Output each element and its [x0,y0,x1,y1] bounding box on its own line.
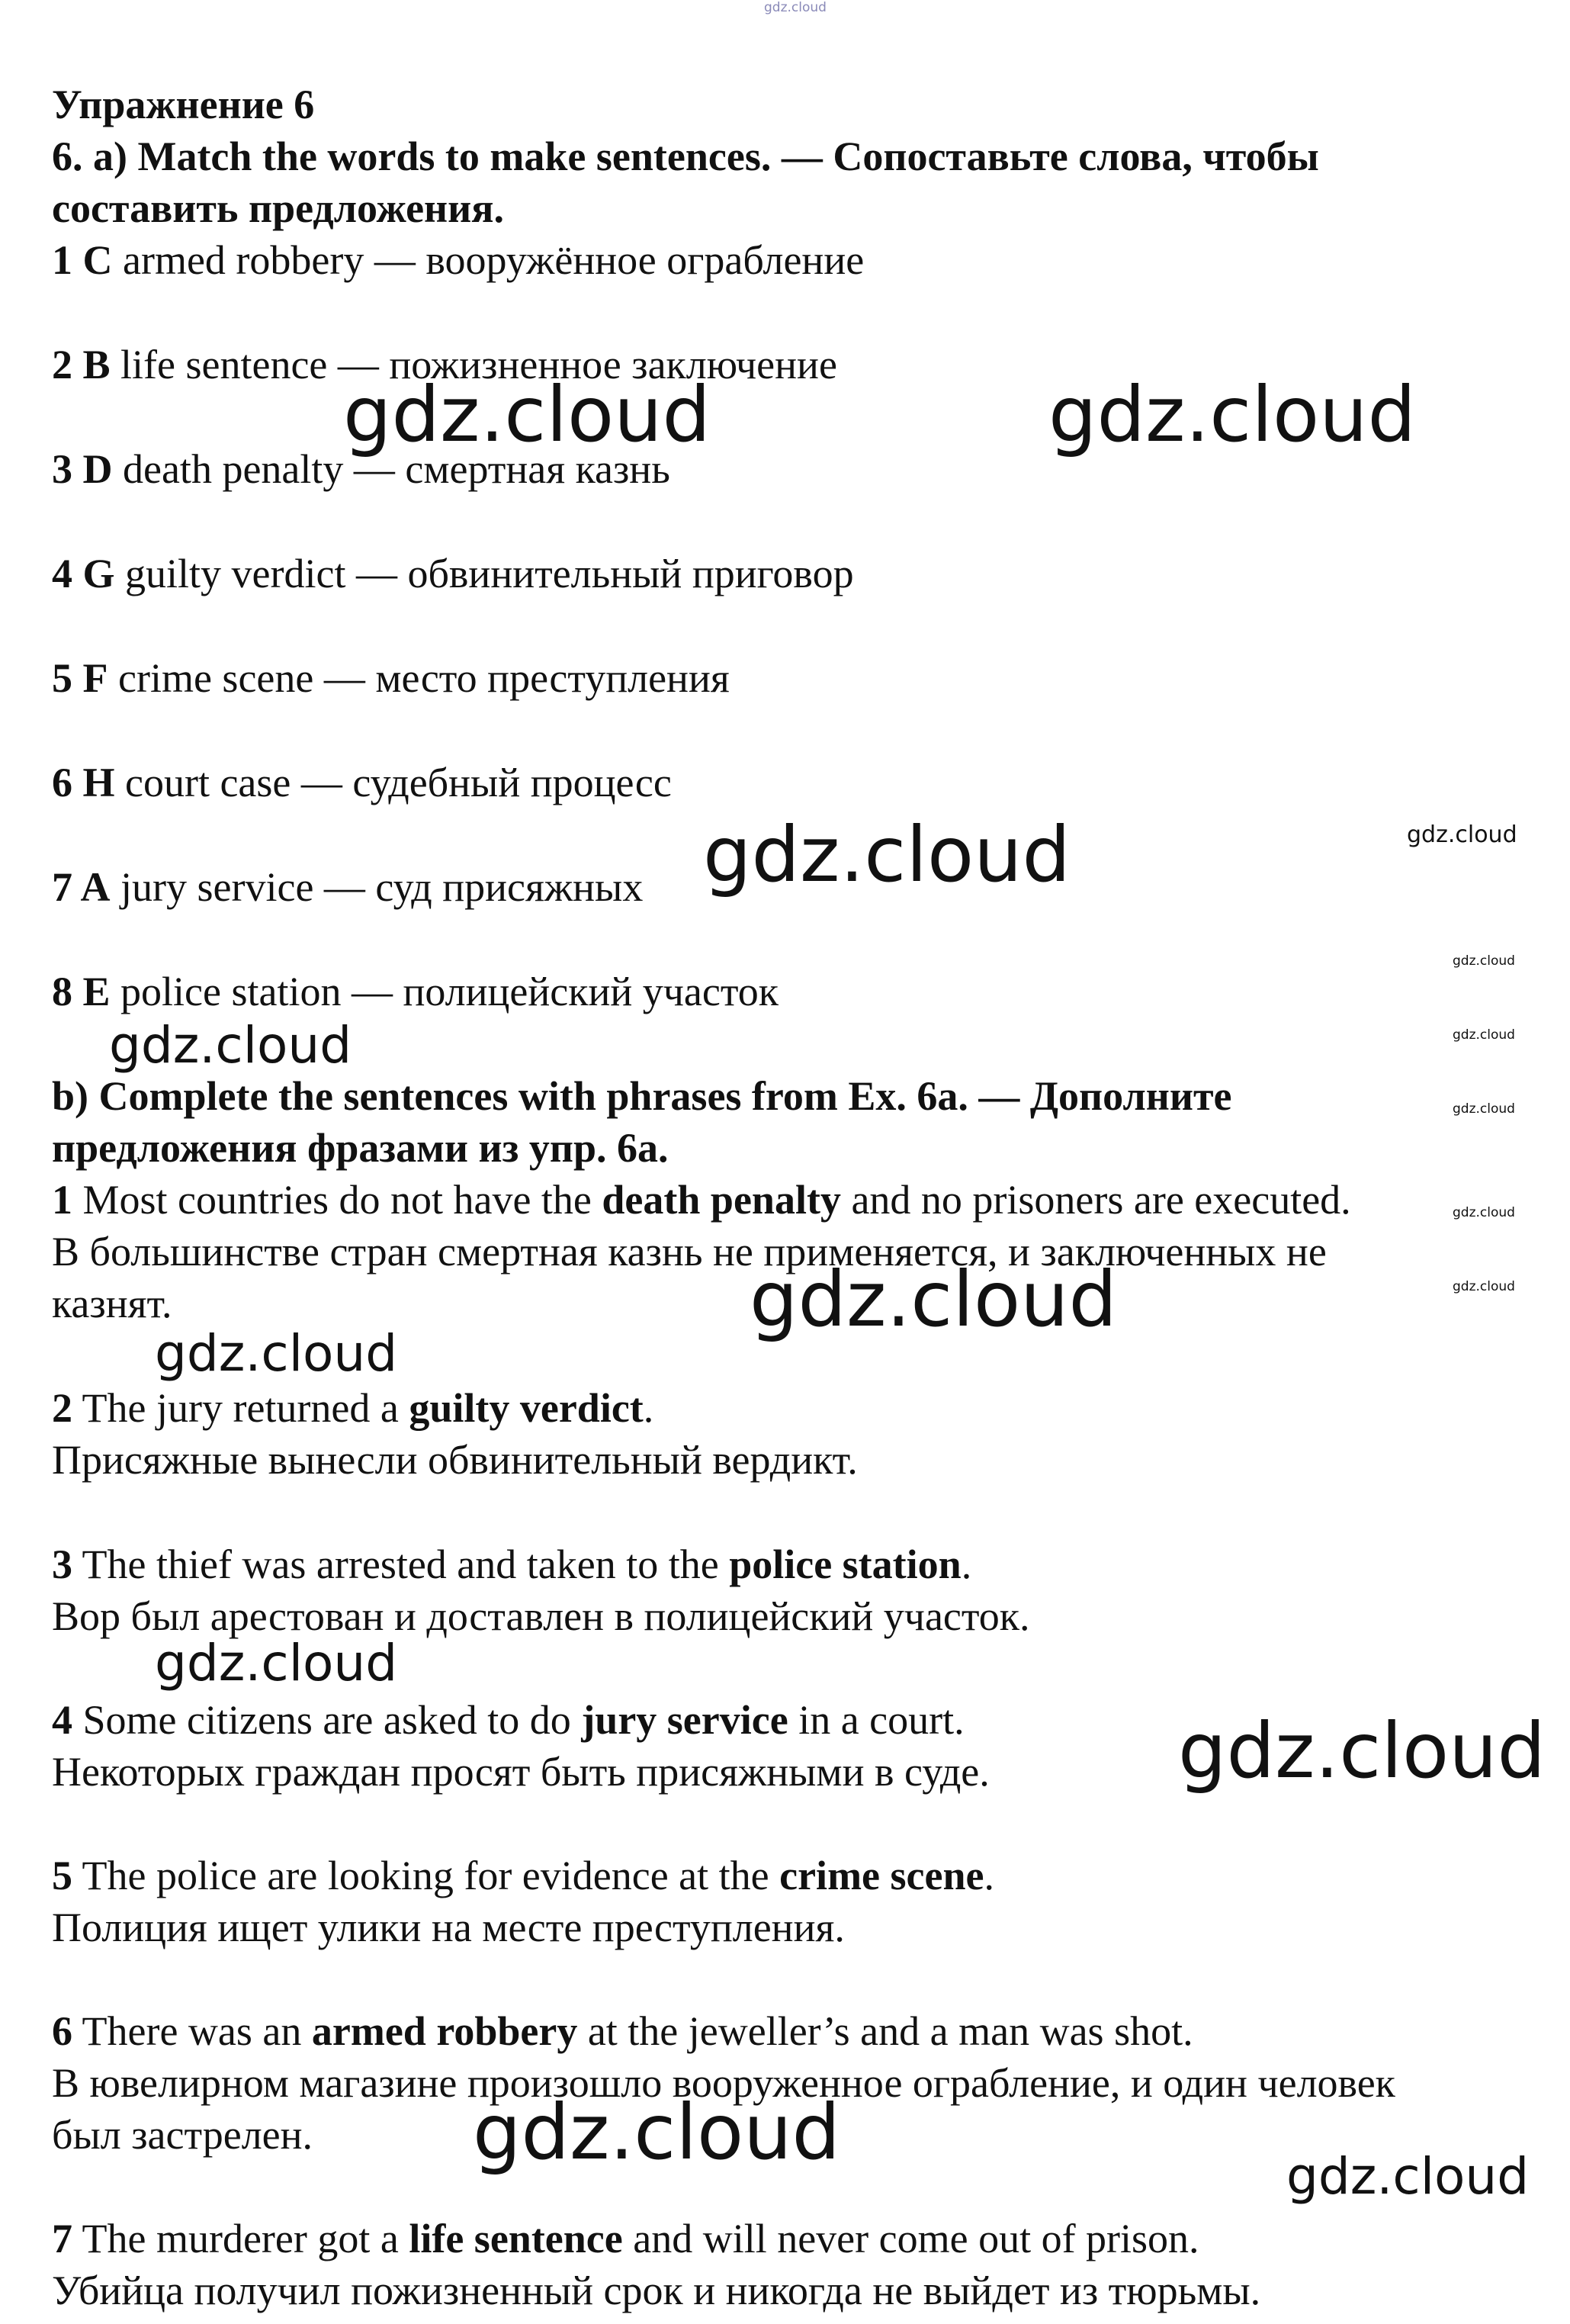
sentence-number: 1 [52,1177,72,1223]
watermark: gdz.cloud [1048,370,1417,459]
sentence-text: . [984,1853,994,1898]
watermark: gdz.cloud [1453,1279,1515,1294]
sentence-number: 3 [52,1541,72,1587]
sentence-ru: Убийца получил пожизненный срок и никогда не выйдет из тюрьмы. [52,2268,1261,2313]
match-item-text: guilty verdict — обвинительный приговор [114,551,854,596]
match-item-key: 6 H [52,760,115,805]
match-item-key: 7 A [52,864,111,910]
sentence-number: 4 [52,1697,72,1743]
sentence-text: in a court. [788,1697,965,1743]
match-item-text: crime scene — место преступления [108,655,730,701]
match-item-key: 1 C [52,237,113,283]
watermark: gdz.cloud [1453,953,1515,969]
match-item-key: 4 G [52,551,115,596]
part-b-heading-line-1: b) Complete the sentences with phrases from Ex. 6a. — Дополните [52,1073,1232,1119]
sentence-text: The police are looking for evidence at the [72,1853,780,1898]
sentence-number: 2 [52,1385,72,1431]
match-item-text: police station — полицейский участок [110,969,779,1014]
watermark: gdz.cloud [155,1634,398,1692]
sentence-text: The murderer got a [72,2216,409,2261]
match-item [52,966,779,1017]
sentence-text: The jury returned a [72,1385,409,1431]
sentence-text: . [961,1541,972,1587]
part-b-heading-line-2: предложения фразами из упр. 6а. [52,1125,669,1171]
sentence-text: . [643,1385,654,1431]
watermark: gdz.cloud [343,370,711,459]
sentence-text: The thief was arrested and taken to the [72,1541,730,1587]
part-a-heading-line-1: 6. a) Match the words to make sentences. — Сопоставьте слова, чтобы [52,133,1319,179]
match-item-text: armed robbery — вооружённое ограбление [112,237,865,283]
watermark: gdz.cloud [1453,1027,1515,1043]
sentence-ru: Присяжные вынесли обвинительный вердикт. [52,1437,858,1483]
sentence-en [52,1694,965,1746]
watermark: gdz.cloud [155,1324,398,1383]
sentence-phrase: jury service [581,1697,788,1743]
sentence-en [52,1850,994,1901]
watermark: gdz.cloud [750,1255,1118,1344]
match-item-key: 2 B [52,342,111,387]
watermark: gdz.cloud [1453,1205,1515,1220]
sentence-phrase: crime scene [779,1853,984,1898]
watermark: gdz.cloud [1286,2147,1530,2206]
sentence-text: There was an [72,2008,312,2054]
sentence-ru: В ювелирном магазине произошло вооруженное ограбление, и один человек [52,2060,1395,2106]
match-item [52,652,730,704]
match-item-text: court case — судебный процесс [114,760,672,805]
match-item [52,548,854,599]
sentence-en [52,1382,653,1434]
sentence-phrase: death penalty [602,1177,841,1223]
exercise-title: Упражнение 6 [52,82,315,127]
sentence-text: Most countries do not have the [72,1177,602,1223]
sentence-number: 7 [52,2216,72,2261]
sentence-phrase: life sentence [409,2216,623,2261]
match-item [52,861,643,913]
sentence-text: and no prisoners are executed. [840,1177,1351,1223]
sentence-ru: казнят. [52,1281,172,1326]
watermark: gdz.cloud [109,1016,352,1075]
sentence-phrase: police station [729,1541,962,1587]
watermark: gdz.cloud [1178,1706,1546,1795]
match-item-key: 8 E [52,969,111,1014]
sentence-ru: Полиция ищет улики на месте преступления. [52,1905,845,1950]
sentence-ru: Некоторых граждан просят быть присяжными в суде. [52,1749,990,1795]
sentence-en [52,1538,971,1590]
match-item-key: 3 D [52,446,113,492]
match-item-key: 5 F [52,655,108,701]
sentence-number: 6 [52,2008,72,2054]
match-item [52,234,864,286]
sentence-ru: был застрелен. [52,2112,313,2158]
header-watermark: gdz.cloud [764,0,827,15]
sentence-ru: В большинстве стран смертная казнь не применяется, и заключенных не [52,1229,1327,1275]
match-item-text: death penalty — смертная казнь [112,446,670,492]
match-item-text: jury service — суд присяжных [110,864,644,910]
watermark: gdz.cloud [1453,1101,1515,1117]
sentence-en [52,2005,1193,2057]
watermark: gdz.cloud [473,2088,841,2177]
sentence-en [52,2213,1199,2265]
watermark: gdz.cloud [703,810,1071,899]
sentence-text: at the jeweller’s and a man was shot. [577,2008,1193,2054]
sentence-ru: Вор был арестован и доставлен в полицейский участок. [52,1593,1030,1639]
watermark: gdz.cloud [1407,821,1517,848]
sentence-text: Some citizens are asked to do [72,1697,582,1743]
match-item [52,757,672,808]
sentence-text: and will never come out of prison. [622,2216,1199,2261]
sentence-en [52,1174,1351,1226]
match-item-text: life sentence — пожизненное заключение [110,342,837,387]
part-a-heading-line-2: составить предложения. [52,185,504,231]
sentence-phrase: guilty verdict [409,1385,644,1431]
sentence-phrase: armed robbery [311,2008,578,2054]
sentence-number: 5 [52,1853,72,1898]
